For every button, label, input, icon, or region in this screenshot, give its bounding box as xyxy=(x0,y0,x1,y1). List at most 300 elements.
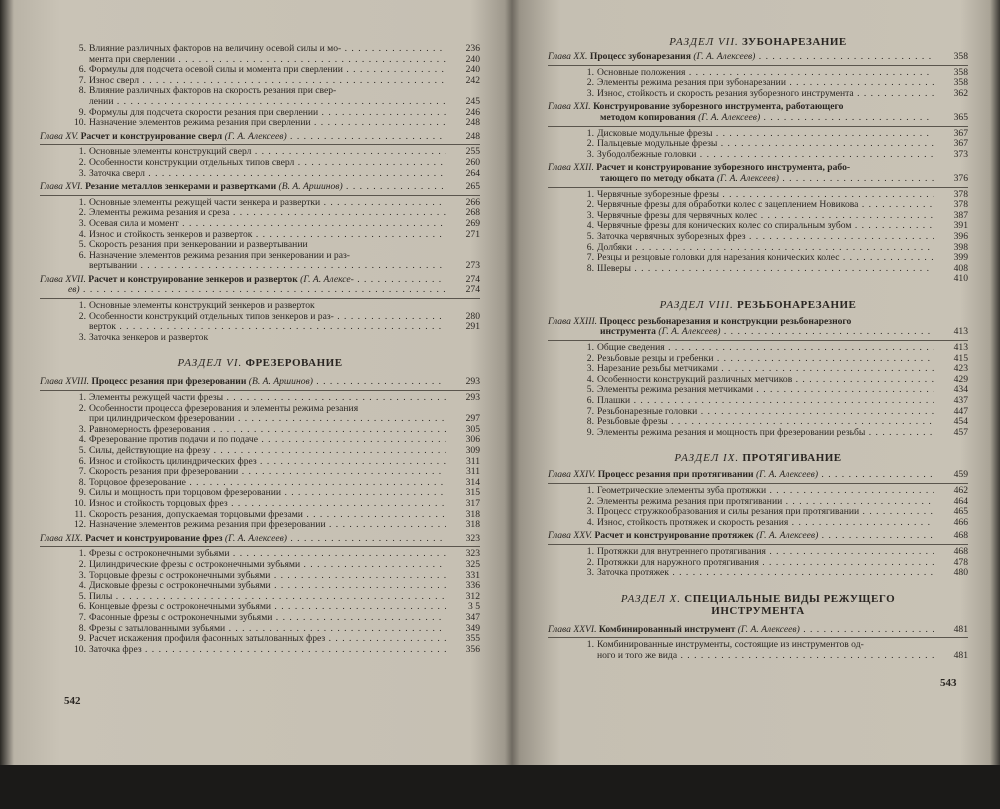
entry-title: Особенности конструкции отдельных типов сверл xyxy=(89,157,295,168)
toc-entry xyxy=(40,510,480,521)
toc-entry xyxy=(40,301,480,312)
toc-entry xyxy=(40,158,480,169)
entry-number: 4. xyxy=(586,517,594,528)
entry-number: 2. xyxy=(586,496,594,507)
entry-number: 9. xyxy=(78,107,86,118)
left-top-items xyxy=(40,44,480,129)
chapter-heading-22-cont: тающего по методу обката (Г. А. Алексеев) . . . 376 xyxy=(548,174,968,185)
entry-page: 423 xyxy=(953,363,968,375)
entry-page: 297 xyxy=(465,413,480,425)
toc-entry xyxy=(548,150,968,161)
chapter-20-items xyxy=(548,68,968,100)
entry-page: 355 xyxy=(465,633,480,645)
entry-number: 5. xyxy=(78,44,86,54)
toc-entry xyxy=(548,407,968,418)
entry-number: 3. xyxy=(586,568,594,579)
section-heading-6: РАЗДЕЛ VI. ФРЕЗЕРОВАНИЕ xyxy=(177,357,343,370)
toc-entry xyxy=(548,89,968,100)
entry-page: 413 xyxy=(953,342,968,354)
entry-page: 399 xyxy=(953,252,968,264)
entry-title: Фрезерование против подачи и по подаче xyxy=(89,435,258,446)
toc-entry xyxy=(40,446,480,457)
toc-entry xyxy=(40,261,480,272)
chapter-16-items xyxy=(40,198,480,272)
chapter-18-items xyxy=(40,393,480,531)
entry-title: вертывании xyxy=(89,261,138,272)
toc-entry xyxy=(40,312,480,323)
entry-title: Червячные фрезы для червячных колес xyxy=(597,210,758,221)
entry-page: 315 xyxy=(465,487,480,499)
entry-page: 255 xyxy=(465,146,480,158)
entry-page: 245 xyxy=(465,95,480,107)
page-number-right: 543 xyxy=(940,677,957,689)
rule xyxy=(548,340,968,341)
entry-number: 4. xyxy=(78,435,86,446)
entry-number: 1. xyxy=(586,546,594,557)
toc-entry xyxy=(40,404,480,415)
entry-title: Основные элементы конструкций сверл xyxy=(89,147,252,158)
toc-entry xyxy=(548,211,968,222)
toc-entry xyxy=(40,435,480,446)
entry-title: ного и того же вида xyxy=(597,650,678,661)
entry-page: 396 xyxy=(953,230,968,242)
entry-page: 408 xyxy=(953,262,968,274)
toc-entry xyxy=(40,634,480,645)
entry-number: 8. xyxy=(78,477,86,488)
entry-number: 1. xyxy=(586,640,594,651)
toc-entry xyxy=(40,520,480,531)
rule xyxy=(548,544,968,545)
entry-page: 266 xyxy=(465,196,480,208)
toc-entry xyxy=(40,44,480,55)
entry-page: 271 xyxy=(465,228,480,240)
right-page xyxy=(548,36,968,801)
toc-entry xyxy=(548,497,968,508)
entry-page: 434 xyxy=(953,384,968,396)
toc-entry xyxy=(40,592,480,603)
toc-entry xyxy=(40,613,480,624)
entry-page: 312 xyxy=(465,590,480,602)
entry-page: 273 xyxy=(465,260,480,272)
toc-entry xyxy=(548,243,968,254)
entry-number: 8. xyxy=(586,417,594,428)
entry-page: 236 xyxy=(465,44,480,54)
chapter-15-items xyxy=(40,147,480,179)
toc-entry xyxy=(40,108,480,119)
toc-entry xyxy=(548,139,968,150)
entry-title: Элементы режима резания при зубонарезании xyxy=(597,78,786,89)
toc-entry xyxy=(40,97,480,108)
entry-page: 387 xyxy=(953,209,968,221)
toc-entry xyxy=(40,499,480,510)
entry-title: Влияние различных факторов на величину осевой силы и мо- xyxy=(89,44,342,54)
entry-title: Заточка червячных зуборезных фрез xyxy=(597,231,746,242)
entry-page: 349 xyxy=(465,622,480,634)
toc-entry xyxy=(548,547,968,558)
entry-title: Заточка зенкеров и разверток xyxy=(89,332,209,343)
chapter-heading-17-cont: ев) . . . 274 xyxy=(40,285,480,296)
entry-number: 3. xyxy=(78,218,86,229)
toc-entry xyxy=(40,118,480,129)
toc-entry xyxy=(548,396,968,407)
entry-title: Элементы режима резания и мощность при фрезеровании резьбы xyxy=(597,427,866,438)
rule xyxy=(548,65,968,66)
chapter-heading-19: Глава XIX. Расчет и конструирование фрез (Г. А. Алексеев) . . . 323 xyxy=(40,534,480,545)
chapter-heading-21: Глава XXI. Конструирование зуборезного инструмента, работающего xyxy=(548,102,844,113)
toc-entry xyxy=(548,253,968,264)
entry-number: 2. xyxy=(78,157,86,168)
entry-page: 447 xyxy=(953,405,968,417)
chapter-heading-17: Глава XVII. Расчет и конструирование зенкеров и разверток (Г. А. Алексе- . . . 274 xyxy=(40,275,480,286)
rule xyxy=(40,546,480,547)
entry-number: 3. xyxy=(78,168,86,179)
entry-number: 8. xyxy=(78,86,86,97)
toc-entry xyxy=(548,221,968,232)
entry-page: 291 xyxy=(465,321,480,333)
entry-page: 429 xyxy=(953,373,968,385)
toc-entry xyxy=(548,375,968,386)
entry-title: Торцовые фрезы с остроконечными зубьями xyxy=(89,570,271,581)
entry-number: 6. xyxy=(78,65,86,76)
entry-title: Зубодолбежные головки xyxy=(597,149,697,160)
entry-title: мента при сверлении xyxy=(89,54,176,65)
entry-title: Элементы режима резания метчиками xyxy=(597,385,753,396)
entry-number: 10. xyxy=(74,498,86,509)
entry-title: Силы и мощность при торцовом фрезеровании xyxy=(89,488,282,499)
entry-page: 311 xyxy=(465,455,480,467)
entry-page: 311 xyxy=(465,466,480,478)
entry-number: 1. xyxy=(78,197,86,208)
entry-title: Скорость резания при зенкеровании и развертывании xyxy=(89,240,308,251)
entry-number: 1. xyxy=(78,147,86,158)
entry-title: Осевая сила и момент xyxy=(89,218,179,229)
entry-number: 1. xyxy=(78,393,86,404)
entry-page: 305 xyxy=(465,423,480,435)
entry-page: 358 xyxy=(953,66,968,78)
entry-page: 240 xyxy=(465,53,480,65)
entry-number: 8. xyxy=(586,263,594,274)
section-heading-10: РАЗДЕЛ X. СПЕЦИАЛЬНЫЕ ВИДЫ РЕЖУЩЕГО xyxy=(620,592,896,605)
entry-number: 3. xyxy=(586,364,594,375)
toc-entry xyxy=(40,219,480,230)
rule xyxy=(548,637,968,638)
rule xyxy=(40,195,480,196)
entry-number: 2. xyxy=(586,139,594,150)
entry-number: 4. xyxy=(78,229,86,240)
entry-number: 9. xyxy=(78,488,86,499)
rule xyxy=(548,187,968,188)
toc-entry xyxy=(548,558,968,569)
entry-number: 5. xyxy=(586,231,594,242)
rule xyxy=(40,390,480,391)
entry-title: Основные элементы конструкций зенкеров и разверток xyxy=(89,301,315,312)
entry-page: 293 xyxy=(465,392,480,404)
toc-entry xyxy=(548,651,968,662)
entry-title: Резцы и резцовые головки для нарезания конических колес xyxy=(597,253,840,264)
toc-entry xyxy=(40,645,480,656)
page-number-left: 542 xyxy=(64,695,81,707)
entry-page: 478 xyxy=(953,556,968,568)
toc-entry xyxy=(548,486,968,497)
chapter-heading-15: Глава XV. Расчет и конструирование сверл (Г. А. Алексеев) . . . 248 xyxy=(40,132,480,143)
entry-number: 3. xyxy=(586,507,594,518)
entry-page: 331 xyxy=(465,569,480,581)
entry-title: Особенности процесса фрезерования и элементы режима резания xyxy=(89,403,359,414)
entry-page: 457 xyxy=(953,426,968,438)
chapter-heading-21-cont: методом копирования (Г. А. Алексеев) . . . 365 xyxy=(548,113,968,124)
entry-title: Назначение элементов режима резания при зенкеровании и раз- xyxy=(89,250,350,261)
entry-number: 1. xyxy=(586,189,594,200)
entry-number: 1. xyxy=(586,343,594,354)
entry-number: 6. xyxy=(78,250,86,261)
toc-entry xyxy=(40,169,480,180)
entry-number: 6. xyxy=(78,456,86,467)
chapter-heading-20: Глава XX. Процесс зубонарезания (Г. А. Алексеев) . . . 358 xyxy=(548,52,968,63)
entry-number: 1. xyxy=(78,549,86,560)
entry-page: 318 xyxy=(465,508,480,520)
entry-page: 391 xyxy=(953,220,968,232)
entry-page: 410 xyxy=(953,273,968,285)
toc-entry xyxy=(40,560,480,571)
entry-page: 378 xyxy=(953,188,968,200)
entry-title: верток xyxy=(89,322,116,333)
entry-title: Пальцевые модульные фрезы xyxy=(597,139,718,150)
entry-page: 415 xyxy=(953,352,968,364)
toc-entry xyxy=(40,198,480,209)
entry-number: 5. xyxy=(78,240,86,251)
entry-page: 437 xyxy=(953,395,968,407)
entry-title: Фасонные фрезы с остроконечными зубьями xyxy=(89,612,273,623)
entry-page: 242 xyxy=(465,74,480,86)
entry-page: 481 xyxy=(953,649,968,661)
entry-number: 2. xyxy=(586,78,594,89)
toc-entry xyxy=(40,581,480,592)
entry-number: 6. xyxy=(78,602,86,613)
entry-page: 318 xyxy=(465,519,480,531)
toc-entry xyxy=(40,478,480,489)
chapter-17-items xyxy=(40,301,480,343)
entry-number: 6. xyxy=(586,396,594,407)
entry-page: 378 xyxy=(953,199,968,211)
entry-number: 2. xyxy=(78,559,86,570)
toc-entry xyxy=(548,417,968,428)
toc-entry xyxy=(548,264,968,275)
chapter-heading-23: Глава XXIII. Процесс резьбонарезания и конструкции резьбонарезного xyxy=(548,316,852,327)
entry-page: 280 xyxy=(465,310,480,322)
entry-page: 454 xyxy=(953,416,968,428)
entry-title: Влияние различных факторов на скорость резания при свер- xyxy=(89,86,337,97)
toc-entry xyxy=(40,251,480,262)
rule xyxy=(548,483,968,484)
toc-entry xyxy=(40,230,480,241)
section-heading-7: РАЗДЕЛ VII. ЗУБОНАРЕЗАНИЕ xyxy=(669,36,847,48)
entry-page: 465 xyxy=(953,506,968,518)
entry-title: Пилы xyxy=(89,591,113,602)
toc-entry xyxy=(548,428,968,439)
toc-entry xyxy=(548,518,968,529)
entry-title: Силы, действующие на фрезу xyxy=(89,446,211,456)
entry-number: 11. xyxy=(74,509,86,520)
chapter-heading-23-cont: инструмента (Г. А. Алексеев) . . . 413 xyxy=(548,327,968,338)
rule xyxy=(40,298,480,299)
entry-number: 2. xyxy=(78,208,86,219)
entry-title: Нарезание резьбы метчиками xyxy=(597,364,718,375)
entry-number: 5. xyxy=(78,446,86,456)
rule xyxy=(40,144,480,145)
entry-page: 325 xyxy=(465,558,480,570)
entry-number: 5. xyxy=(586,385,594,396)
entry-title: Комбинированные инструменты, состоящие из инструментов од- xyxy=(597,640,864,651)
toc-entry xyxy=(40,393,480,404)
entry-page: 466 xyxy=(953,516,968,528)
toc-entry xyxy=(548,640,968,651)
entry-title: Износ, стойкость и скорость резания зуборезного инструмента xyxy=(597,88,854,99)
entry-title: Общие сведения xyxy=(597,343,665,354)
entry-number: 3. xyxy=(586,149,594,160)
entry-number: 9. xyxy=(78,634,86,645)
entry-title: Долбяки xyxy=(597,242,632,253)
entry-title: Элементы режима резания и среза xyxy=(89,208,230,219)
entry-number: 6. xyxy=(586,242,594,253)
entry-number: 4. xyxy=(586,374,594,385)
entry-page: 367 xyxy=(953,138,968,150)
entry-number: 3. xyxy=(78,570,86,581)
entry-page: 367 xyxy=(953,127,968,139)
entry-title: Износ и стойкость зенкеров и разверток xyxy=(89,229,253,240)
toc-entry xyxy=(40,549,480,560)
entry-title: Скорость резания при фрезеровании xyxy=(89,467,239,478)
entry-title: Фрезы с остроконечными зубьями xyxy=(89,549,230,560)
entry-title: Особенности конструкций различных метчиков xyxy=(597,374,793,385)
entry-number: 3. xyxy=(586,210,594,221)
entry-number: 3. xyxy=(586,88,594,99)
toc-entry xyxy=(548,354,968,365)
entry-title: Резьбовые резцы и гребенки xyxy=(597,353,714,364)
entry-title: Торцовое фрезерование xyxy=(89,477,186,488)
entry-number: 7. xyxy=(78,467,86,478)
toc-entry xyxy=(548,568,968,579)
entry-title: Протяжки для наружного протягивания xyxy=(597,557,759,568)
entry-page: 317 xyxy=(465,497,480,509)
entry-number: 2. xyxy=(78,311,86,322)
entry-title: Заточка фрез xyxy=(89,644,142,655)
entry-title: Шеверы xyxy=(597,263,631,274)
entry-title: Особенности конструкций отдельных типов зенкеров и раз- xyxy=(89,311,334,322)
entry-title: Элементы режущей части фрезы xyxy=(89,393,224,404)
toc-entry xyxy=(40,208,480,219)
entry-title: Плашки xyxy=(597,396,631,407)
chapter-heading-22: Глава XXII. Расчет и конструирование зуборезного инструмента, рабо- xyxy=(548,163,851,174)
toc-entry xyxy=(40,425,480,436)
entry-page: 462 xyxy=(953,485,968,496)
entry-number: 1. xyxy=(78,301,86,312)
entry-title: Резьбовые фрезы xyxy=(597,417,668,428)
entry-title: Износ сверл xyxy=(89,75,139,86)
toc-entry xyxy=(40,571,480,582)
entry-page: 356 xyxy=(465,643,480,655)
entry-title: лении xyxy=(89,96,114,107)
entry-number: 2. xyxy=(586,353,594,364)
entry-title: Равномерность фрезерования xyxy=(89,424,210,435)
toc-entry xyxy=(548,190,968,201)
chapter-heading-25: Глава XXV. Расчет и конструирование протяжек (Г. А. Алексеев) . . . 468 xyxy=(548,531,968,542)
entry-page: 248 xyxy=(465,117,480,129)
chapter-24-items xyxy=(548,486,968,528)
toc-entry xyxy=(40,240,480,251)
entry-page: 464 xyxy=(953,495,968,507)
toc-entry xyxy=(548,507,968,518)
entry-number: 1. xyxy=(586,486,594,496)
entry-page: 347 xyxy=(465,611,480,623)
entry-title: Заточка протяжек xyxy=(597,568,669,579)
entry-title: Основные положения xyxy=(597,67,686,78)
toc-entry xyxy=(548,200,968,211)
entry-title: Червячные зуборезные фрезы xyxy=(597,189,719,200)
entry-page: 3 5 xyxy=(468,601,480,613)
entry-number: 3. xyxy=(78,424,86,435)
entry-number: 8. xyxy=(78,623,86,634)
entry-page: 269 xyxy=(465,217,480,229)
toc-entry xyxy=(40,414,480,425)
entry-number: 7. xyxy=(586,406,594,417)
entry-page: 336 xyxy=(465,580,480,592)
entry-title: Геометрические элементы зуба протяжки xyxy=(597,486,767,496)
entry-title: Расчет искажения профиля фасонных затылованных фрез xyxy=(89,634,326,645)
entry-number: 12. xyxy=(74,520,86,531)
toc-entry xyxy=(40,322,480,333)
entry-title: Формулы для подсчета скорости резания при сверлении xyxy=(89,107,319,118)
entry-title: Протяжки для внутреннего протягивания xyxy=(597,546,766,557)
toc-entry xyxy=(548,78,968,89)
entry-page: 306 xyxy=(465,434,480,446)
section-heading-8: РАЗДЕЛ VIII. РЕЗЬБОНАРЕЗАНИЕ xyxy=(659,298,857,311)
toc-entry xyxy=(548,385,968,396)
chapter-22-items xyxy=(548,190,968,285)
toc-entry xyxy=(548,343,968,354)
left-page xyxy=(40,44,480,809)
entry-title: Основные элементы режущей части зенкера и развертки xyxy=(89,197,321,208)
toc-entry xyxy=(40,624,480,635)
entry-title: Скорость резания, допускаемая торцовыми фрезами xyxy=(89,509,303,520)
chapter-26-items xyxy=(548,640,968,661)
entry-page: 314 xyxy=(465,476,480,488)
chapter-heading-18: Глава XVIII. Процесс резания при фрезеровании (В. А. Аршинов) . . . 293 xyxy=(40,377,480,388)
entry-title: Червячные фрезы для конических колес со спиральным зубом xyxy=(597,221,852,232)
entry-page: 398 xyxy=(953,241,968,253)
toc-entry xyxy=(40,76,480,87)
entry-page: 260 xyxy=(465,156,480,168)
entry-number: 1. xyxy=(586,128,594,139)
toc-entry xyxy=(40,488,480,499)
entry-title: Износ, стойкость протяжек и скорость резания xyxy=(597,517,789,528)
entry-title: Резьбонарезные головки xyxy=(597,406,698,417)
entry-title: Цилиндрические фрезы с остроконечными зубьями xyxy=(89,559,301,570)
toc-entry xyxy=(40,65,480,76)
entry-number: 5. xyxy=(78,591,86,602)
entry-number: 7. xyxy=(78,75,86,86)
entry-title: при цилиндрическом фрезеровании xyxy=(89,414,235,425)
toc-entry xyxy=(40,147,480,158)
chapter-23-items xyxy=(548,343,968,438)
entry-title: Концевые фрезы с остроконечными зубьями xyxy=(89,602,272,613)
entry-title: Элементы режима резания при протягивании xyxy=(597,496,783,507)
entry-title: Износ и стойкость цилиндрических фрез xyxy=(89,456,257,467)
chapter-heading-26: Глава XXVI. Комбинированный инструмент (Г. А. Алексеев) . . . 481 xyxy=(548,625,968,636)
toc-entry xyxy=(548,129,968,140)
entry-title: Дисковые фрезы с остроконечными зубьями xyxy=(89,581,271,592)
entry-title: Назначение элементов режима резания при фрезеровании xyxy=(89,520,326,531)
toc-entry xyxy=(548,232,968,243)
